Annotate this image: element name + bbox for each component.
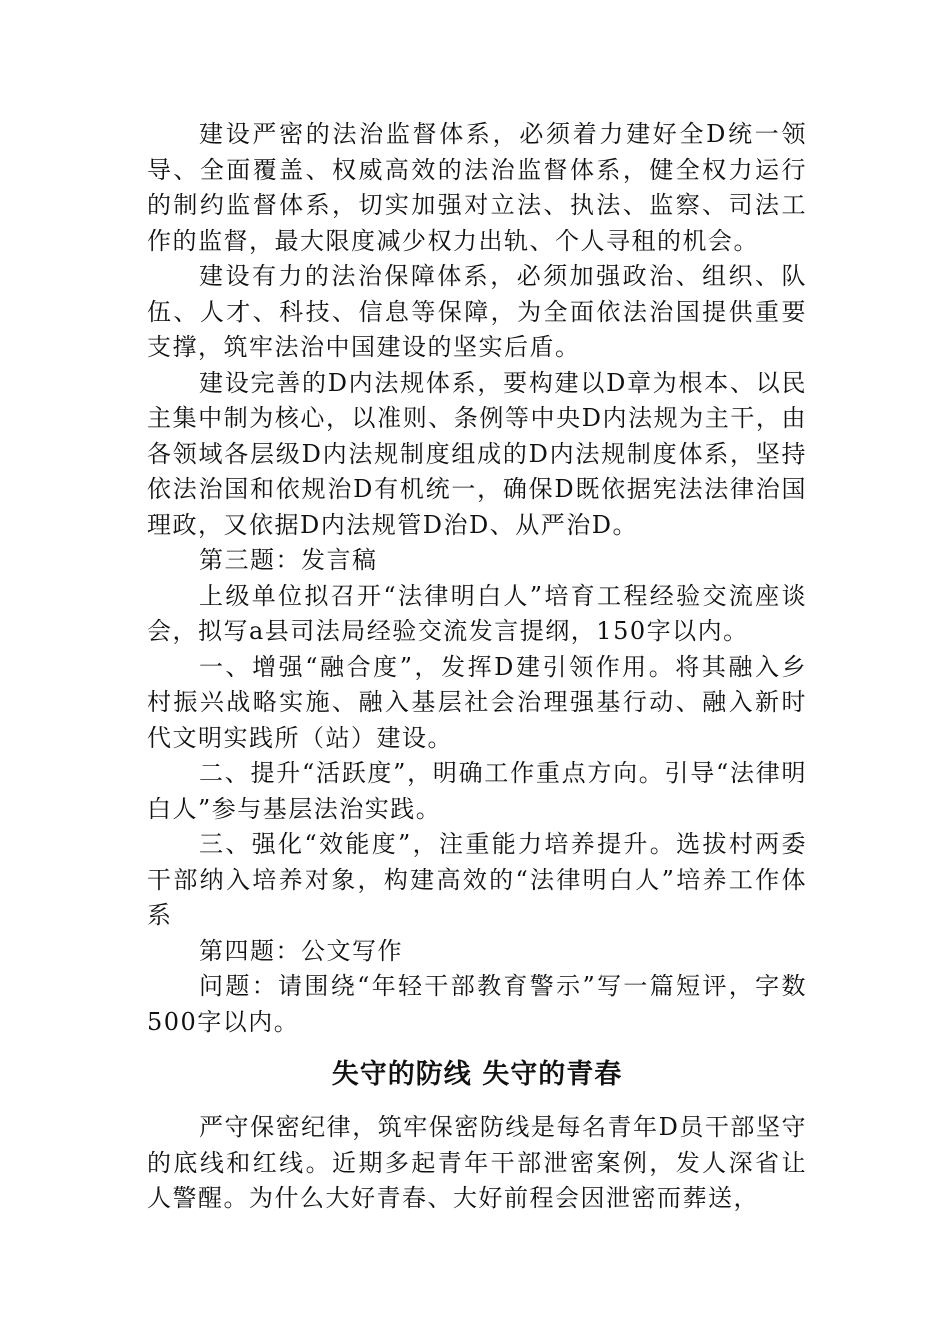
document-body [147, 117, 807, 1217]
outline-point-two: 二、提升“活跃度”，明确工作重点方向。引导“法律明白人”参与基层法治实践。 [147, 759, 807, 823]
outline-point-three: 三、强化“效能度”，注重能力培养提升。选拔村两委干部纳入培养对象，构建高效的“法律明白人”培养工作体系 [147, 830, 807, 929]
outline-point-one: 一、增强“融合度”，发挥D建引领作用。将其融入乡村振兴战略实施、融入基层社会治理强基行动、融入新时代文明实践所（站）建设。 [147, 652, 807, 752]
question-three-heading: 第三题：发言稿 [199, 546, 378, 574]
article-title: 失守的防线 失守的青春 [331, 1059, 623, 1090]
paragraph-guarantee-system: 建设有力的法治保障体系，必须加强政治、组织、队伍、人才、科技、信息等保障，为全面依法治国提供重要支撑，筑牢法治中国建设的坚实后盾。 [147, 262, 807, 361]
paragraph-regulation-system: 建设完善的D内法规体系，要构建以D章为根本、以民主集中制为核心，以准则、条例等中央D内法规为主干，由各领域各层级D内法规制度组成的D内法规制度体系，坚持依法治国和依规治D有机统一，确保D既依据宪法法律治国理政，又依据D内法规管D治D、从严治D。 [147, 368, 807, 539]
paragraph-supervision-system: 建设严密的法治监督体系，必须着力建好全D统一领导、全面覆盖、权威高效的法治监督体系，健全权力运行的制约监督体系，切实加强对立法、执法、监察、司法工作的监督，最大限度减少权力出轨、个人寻租的机会。 [147, 120, 807, 255]
question-four-heading: 第四题：公文写作 [199, 936, 403, 965]
question-three-prompt: 上级单位拟召开“法律明白人”培育工程经验交流座谈会，拟写a县司法局经验交流发言提纲，150字以内。 [147, 581, 807, 645]
question-four-prompt: 问题：请围绕“年轻干部教育警示”写一篇短评，字数500字以内。 [147, 972, 807, 1036]
article-paragraph: 严守保密纪律，筑牢保密防线是每名青年D员干部坚守的底线和红线。近期多起青年干部泄密案例，发人深省让人警醒。为什么大好青春、大好前程会因泄密而葬送， [147, 1113, 807, 1212]
